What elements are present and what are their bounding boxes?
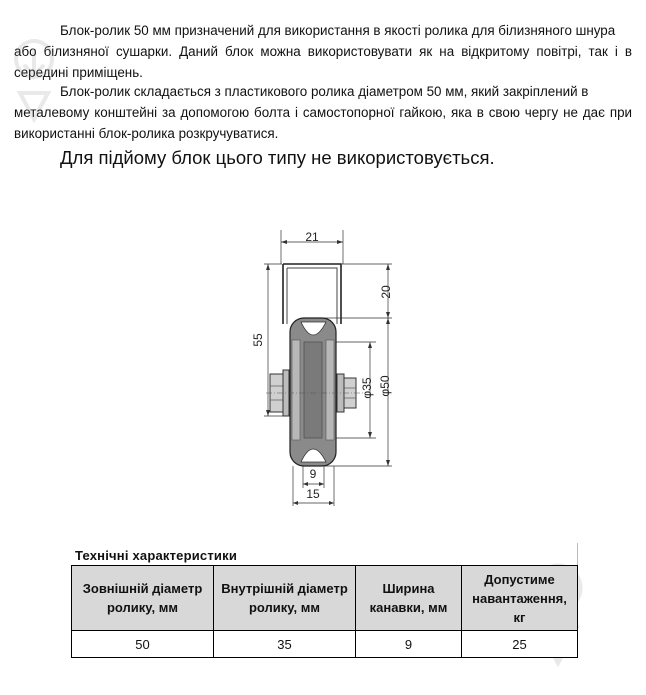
intro-paragraph-1-line1: Блок-ролик 50 мм призначений для використання в якості ролика для білизняного шнура xyxy=(60,23,616,38)
intro-paragraph-2 xyxy=(14,81,632,144)
specs-table xyxy=(71,565,578,658)
header-inner-diameter: Внутрішній діаметр ролику, мм xyxy=(214,566,356,631)
dim-top-width: 21 xyxy=(305,230,319,244)
dim-inner-diameter: φ35 xyxy=(360,377,374,399)
header-groove-width: Ширина канавки, мм xyxy=(356,566,462,631)
header-outer-diameter: Зовнішній діаметр ролику, мм xyxy=(72,566,214,631)
header-max-load: Допустиме навантаження, кг xyxy=(462,566,578,631)
value-groove-width: 9 xyxy=(356,631,462,658)
value-outer-diameter: 50 xyxy=(72,631,214,658)
intro-paragraph-2-rest: металевому конштейні за допомогою болта і самостопорної гайкою, яка в свою чергу не дає при використанні блок-ролика розкручуватися. xyxy=(14,105,632,141)
dim-right-upper: 20 xyxy=(379,285,393,299)
roller-technical-drawing xyxy=(230,220,420,510)
value-max-load: 25 xyxy=(462,631,578,658)
dim-bottom-width: 15 xyxy=(306,487,320,501)
dim-groove-width: 9 xyxy=(309,467,317,481)
usage-note: Для підйому блок цього типу не використовується. xyxy=(60,147,495,168)
dim-outer-diameter: φ50 xyxy=(378,375,392,397)
intro-paragraph-2-line1: Блок-ролик складається з пластикового ролика діаметром 50 мм, який закріплений в xyxy=(60,84,589,99)
specs-header-row xyxy=(72,566,578,631)
divider-line xyxy=(577,543,578,565)
intro-paragraph-1 xyxy=(14,20,632,83)
value-inner-diameter: 35 xyxy=(214,631,356,658)
specs-value-row xyxy=(72,631,578,658)
watermark-logo-left xyxy=(10,35,58,125)
intro-paragraph-1-rest: або білизняної сушарки. Даний блок можна використовувати як на відкритому повітрі, так і в середині приміщень. xyxy=(14,44,632,80)
dim-left-height: 55 xyxy=(251,333,265,347)
specs-title: Технічні характеристики xyxy=(75,548,238,563)
